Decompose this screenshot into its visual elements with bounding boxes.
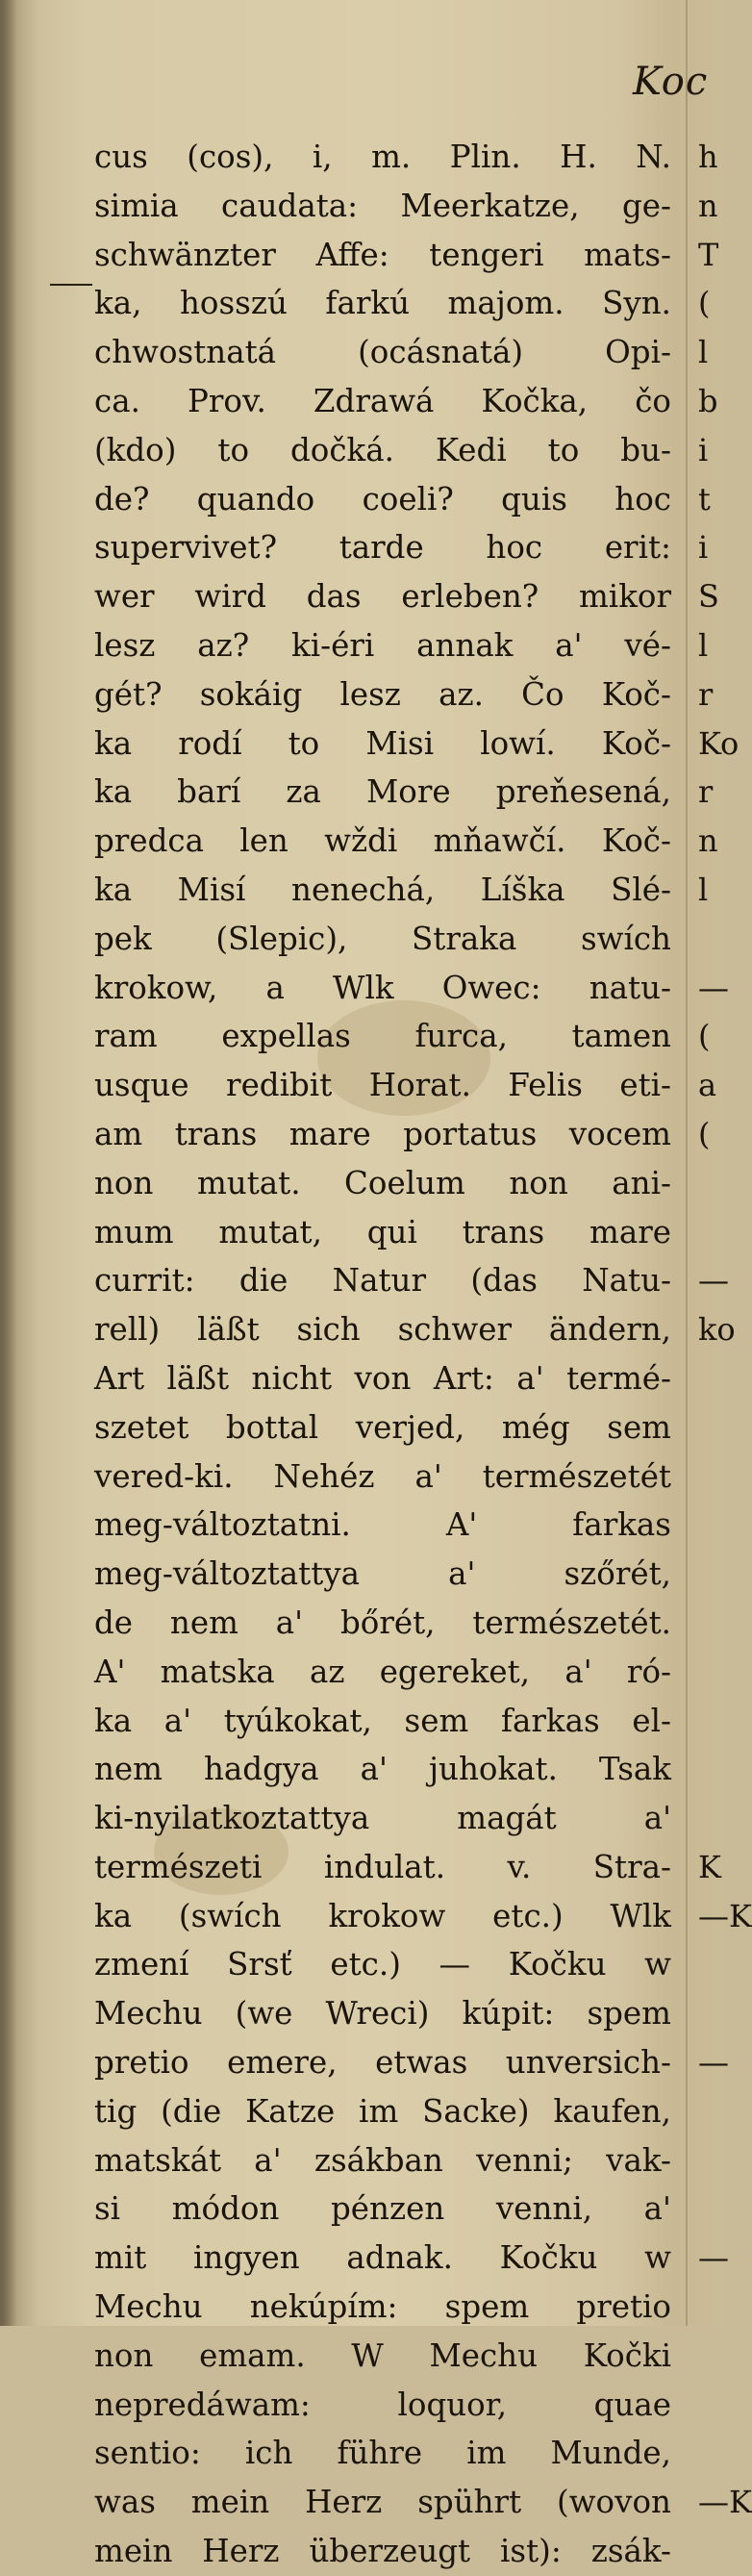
text-line: non mutat. Coelum non ani-	[94, 1164, 671, 1201]
text-line: krokow, a Wlk Owec: natu-	[94, 969, 671, 1006]
text-line: A' matska az egereket, a' ró-	[94, 1653, 671, 1690]
text-line: usque redibit Horat. Felis eti-	[94, 1067, 671, 1104]
text-line: chwostnatá (ocásnatá) Opi-	[94, 334, 671, 371]
facing-page-fragment: n	[698, 822, 718, 860]
text-line: természeti indulat. v. Stra-	[94, 1848, 671, 1885]
text-line: ka (swích krokow etc.) Wlk	[94, 1897, 671, 1934]
facing-page-fragment: K	[698, 1848, 721, 1885]
text-line: predca len wždi mňawčí. Koč-	[94, 822, 671, 860]
facing-page-fragment: t	[698, 480, 711, 518]
text-line: ka a' tyúkokat, sem farkas el-	[94, 1702, 671, 1739]
text-line: ka barí za More preňesená,	[94, 773, 671, 811]
facing-page-fragment	[698, 1403, 722, 1452]
text-line: de nem a' bőrét, természetét.	[94, 1604, 671, 1641]
facing-page-fragment	[698, 1697, 722, 1746]
facing-page-fragment: —	[698, 1262, 729, 1300]
text-line: sentio: ich führe im Munde,	[94, 2435, 671, 2472]
text-line: szetet bottal verjed, még sem	[94, 1408, 671, 1446]
text-line: mum mutat, qui trans mare	[94, 1213, 671, 1250]
text-line: non emam. W Mechu Kočki	[94, 2336, 671, 2374]
facing-page-fragment	[698, 1940, 722, 1989]
text-line: lesz az? ki-éri annak a' vé-	[94, 626, 671, 664]
text-line: mit ingyen adnak. Kočku w	[94, 2239, 671, 2277]
dictionary-entry-text	[94, 133, 671, 2576]
text-line: (kdo) to dočká. Kedi to bu-	[94, 431, 671, 468]
facing-page-fragment	[698, 2185, 722, 2234]
text-line: pek (Slepic), Straka swích	[94, 920, 671, 957]
facing-page-fragment: n	[698, 187, 718, 224]
facing-page-fragment: r	[698, 675, 714, 713]
text-line: wer wird das erleben? mikor	[94, 578, 671, 616]
text-line: Art läßt nicht von Art: a' termé-	[94, 1359, 671, 1397]
facing-page-fragment	[698, 1599, 722, 1648]
facing-page-fragment	[698, 1159, 722, 1208]
facing-page-fragment	[698, 1208, 722, 1257]
text-line: mein Herz überzeugt ist): zsák-	[94, 2533, 671, 2570]
facing-page-fragment	[698, 2527, 722, 2576]
text-line: matskát a' zsákban venni; vak-	[94, 2141, 671, 2179]
text-line: Mechu (we Wreci) kúpit: spem	[94, 1995, 671, 2033]
facing-page-fragment	[698, 1354, 722, 1403]
facing-page-fragment: i	[698, 431, 709, 468]
text-line: vered-ki. Nehéz a' természetét	[94, 1457, 671, 1495]
next-page-edge	[686, 0, 688, 2326]
text-line: ca. Prov. Zdrawá Kočka, čo	[94, 382, 671, 419]
text-line: tig (die Katze im Sacke) kaufen,	[94, 2092, 671, 2130]
facing-page-fragment	[698, 2332, 722, 2381]
facing-page-fragment	[698, 915, 722, 964]
facing-page-fragment	[698, 2136, 722, 2185]
text-line: nepredáwam: loquor, quae	[94, 2386, 671, 2423]
text-line: de? quando coeli? quis hoc	[94, 480, 671, 518]
text-line: currit: die Natur (das Natu-	[94, 1262, 671, 1300]
facing-page-fragment	[698, 1648, 722, 1697]
facing-page-fragment	[698, 1794, 722, 1843]
facing-page-fragment: —K	[698, 1897, 752, 1934]
text-line: schwänzter Affe: tengeri mats-	[94, 236, 671, 273]
text-line: ka Misí nenechá, Líška Slé-	[94, 871, 671, 908]
facing-page-fragment: l	[698, 334, 709, 371]
facing-page-fragment: h	[698, 139, 718, 175]
text-line: gét? sokáig lesz az. Čo Koč-	[94, 675, 671, 713]
facing-page-fragment	[698, 1452, 722, 1502]
facing-page-fragment: —	[698, 2239, 729, 2277]
text-line: rell) läßt sich schwer ändern,	[94, 1311, 671, 1349]
text-line: pretio emere, etwas unversich-	[94, 2044, 671, 2082]
facing-page-fragment: l	[698, 626, 709, 664]
facing-page-fragment: Ko	[698, 724, 739, 762]
text-line: ram expellas furca, tamen	[94, 1018, 671, 1055]
text-line: simia caudata: Meerkatze, ge-	[94, 187, 671, 224]
facing-page-fragment	[698, 2429, 722, 2478]
facing-page-fragment: T	[698, 236, 719, 273]
facing-page-fragment	[698, 1745, 722, 1794]
text-line: am trans mare portatus vocem	[94, 1115, 671, 1152]
facing-page-fragment	[698, 2283, 722, 2332]
text-line: meg-változtattya a' szőrét,	[94, 1555, 671, 1593]
facing-page-fragment: (	[698, 285, 711, 322]
facing-page-fragment: b	[698, 382, 718, 419]
facing-page-fragment: —K	[698, 2484, 752, 2521]
facing-page-fragment: i	[698, 529, 709, 567]
facing-page-fragment	[698, 1550, 722, 1599]
facing-page-fragments	[698, 133, 752, 2576]
facing-page-fragment: (	[698, 1018, 711, 1055]
binding-gutter	[0, 0, 17, 2326]
facing-page-fragment	[698, 2381, 722, 2430]
text-line: nem hadgya a' juhokat. Tsak	[94, 1751, 671, 1788]
text-line: ki-nyilatkoztattya magát a'	[94, 1800, 671, 1837]
running-head: Koc	[633, 60, 709, 104]
facing-page-fragment	[698, 1501, 722, 1550]
facing-page-fragment	[698, 1989, 722, 2038]
text-line: supervivet? tarde hoc erit:	[94, 529, 671, 567]
facing-page-fragment: l	[698, 871, 709, 908]
text-line: zmení Srsť etc.) — Kočku w	[94, 1946, 671, 1983]
facing-page-fragment: —	[698, 969, 729, 1006]
text-line: meg-változtatni. A' farkas	[94, 1506, 671, 1544]
text-line: was mein Herz spührt (wovon	[94, 2484, 671, 2521]
facing-page-fragment: (	[698, 1115, 711, 1152]
text-line: cus (cos), i, m. Plin. H. N.	[94, 139, 671, 175]
text-line: ka, hosszú farkú majom. Syn.	[94, 285, 671, 322]
text-line: Mechu nekúpím: spem pretio	[94, 2288, 671, 2326]
facing-page-fragment: r	[698, 773, 714, 811]
facing-page-fragment: a	[698, 1067, 717, 1104]
facing-page-fragment: S	[698, 578, 719, 616]
facing-page-fragment	[698, 2087, 722, 2136]
text-line: si módon pénzen venni, a'	[94, 2190, 671, 2228]
margin-dash-mark	[50, 284, 92, 286]
text-line: ka rodí to Misi lowí. Koč-	[94, 724, 671, 762]
facing-page-fragment: —	[698, 2044, 729, 2082]
facing-page-fragment: ko	[698, 1311, 736, 1349]
